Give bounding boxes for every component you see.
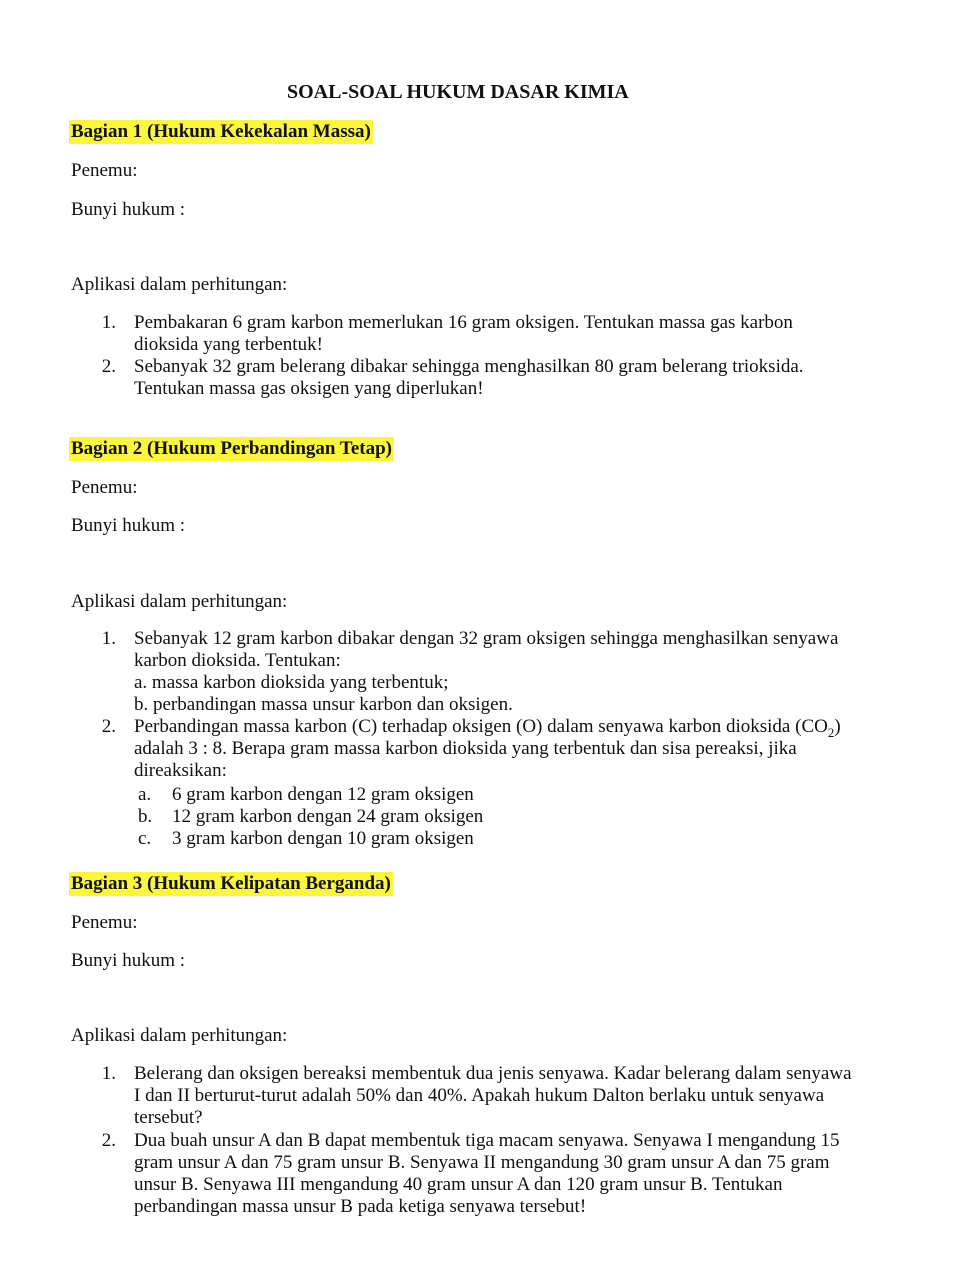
s2-q2-option-a-label: a. [138,784,152,805]
s2-q2-line3: direaksikan: [134,760,227,781]
s3-q1-line2: I dan II berturut-turut adalah 50% dan 40%. Apakah hukum Dalton berlaku untuk senyawa [134,1085,825,1106]
section-1-aplikasi: Aplikasi dalam perhitungan: [71,274,288,295]
s3-q1-line3: tersebut? [134,1107,203,1128]
s2-q2-line2: adalah 3 : 8. Berapa gram massa karbon dioksida yang terbentuk dan sisa pereaksi, jika [134,738,797,759]
section-2-heading: Bagian 2 (Hukum Perbandingan Tetap) [71,438,392,459]
s2-q2-option-b-text: 12 gram karbon dengan 24 gram oksigen [172,806,484,827]
s1-q1-line1: Pembakaran 6 gram karbon memerlukan 16 gram oksigen. Tentukan massa gas karbon [134,312,793,333]
s3-q1-number: 1. [101,1063,116,1084]
section-3-heading: Bagian 3 (Hukum Kelipatan Berganda) [71,873,391,894]
s2-q2-option-c-label: c. [138,828,152,849]
section-1-bunyi: Bunyi hukum : [71,199,186,220]
section-3-penemu: Penemu: [71,912,138,933]
s2-q2-option-b-label: b. [138,806,153,827]
s1-q1-line2: dioksida yang terbentuk! [134,334,323,355]
section-2-penemu: Penemu: [71,477,138,498]
s3-q1-line1: Belerang dan oksigen bereaksi membentuk dua jenis senyawa. Kadar belerang dalam senyawa [134,1063,852,1084]
s3-q2-line1: Dua buah unsur A dan B dapat membentuk tiga macam senyawa. Senyawa I mengandung 15 [134,1130,840,1151]
s2-q1-number: 1. [101,628,116,649]
s2-q2-number: 2. [101,716,116,737]
s3-q2-line4: perbandingan massa unsur B pada ketiga senyawa tersebut! [134,1196,587,1217]
s1-q1-number: 1. [101,312,116,333]
s1-q2-number: 2. [101,356,116,377]
s3-q2-line2: gram unsur A dan 75 gram unsur B. Senyawa II mengandung 30 gram unsur A dan 75 gram [134,1152,830,1173]
s1-q2-line1: Sebanyak 32 gram belerang dibakar sehingga menghasilkan 80 gram belerang trioksida. [134,356,804,377]
section-1-heading: Bagian 1 (Hukum Kekekalan Massa) [71,121,371,142]
section-1-penemu: Penemu: [71,160,138,181]
section-3-aplikasi: Aplikasi dalam perhitungan: [71,1025,288,1046]
section-2-bunyi: Bunyi hukum : [71,515,186,536]
section-2-aplikasi: Aplikasi dalam perhitungan: [71,591,288,612]
section-3-bunyi: Bunyi hukum : [71,950,186,971]
s3-q2-number: 2. [101,1130,116,1151]
s2-q2-option-c-text: 3 gram karbon dengan 10 gram oksigen [172,828,474,849]
s2-q2-option-a-text: 6 gram karbon dengan 12 gram oksigen [172,784,474,805]
s2-q2-line1 [134,716,841,738]
s2-q2-subscript: 2 [827,724,835,740]
s2-q1-sub-b: b. perbandingan massa unsur karbon dan oksigen. [134,694,513,715]
s2-q1-sub-a: a. massa karbon dioksida yang terbentuk; [134,672,449,693]
s1-q2-line2: Tentukan massa gas oksigen yang diperlukan! [134,378,484,399]
s2-q1-line2: karbon dioksida. Tentukan: [134,650,341,671]
s2-q2-line1-text: Perbandingan massa karbon (C) terhadap oksigen (O) dalam senyawa karbon dioksida (CO [134,716,828,737]
s3-q2-line3: unsur B. Senyawa III mengandung 40 gram unsur A dan 120 gram unsur B. Tentukan [134,1174,783,1195]
page-title: SOAL-SOAL HUKUM DASAR KIMIA [287,81,629,103]
s2-q1-line1: Sebanyak 12 gram karbon dibakar dengan 32 gram oksigen sehingga menghasilkan senyawa [134,628,839,649]
s2-q2-line1-end: ) [834,716,841,737]
